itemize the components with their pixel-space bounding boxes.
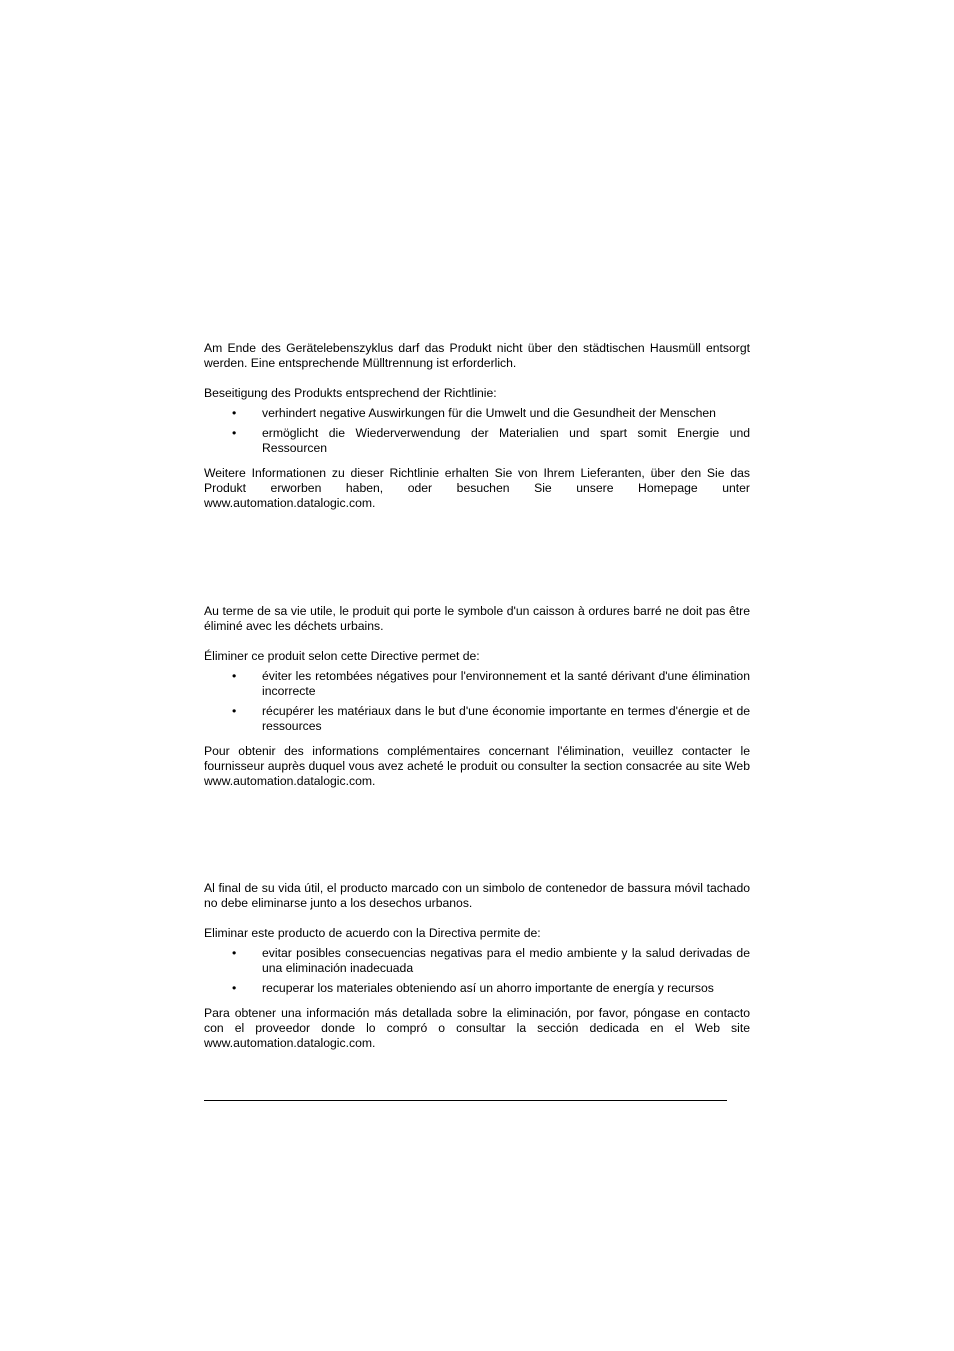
spanish-intro-paragraph: Al final de su vida útil, el producto marcado con un simbolo de contenedor de bassura móvil tachado no debe eliminarse junto a los desechos urbanos. [204,881,750,910]
spanish-bullet-list [204,946,750,996]
bullet-icon: • [232,981,237,995]
german-closing-paragraph: Weitere Informationen zu dieser Richtlinie erhalten Sie von Ihrem Lieferanten, über den Sie das Produkt erworben haben, oder besuchen Sie unsere Homepage unter www.automation.datalogic.com. [204,466,750,510]
section-spanish [204,881,750,1051]
list-item-text: evitar posibles consecuencias negativas para el medio ambiente y la salud derivadas de una eliminación inadecuada [262,946,750,975]
german-lead-paragraph: Beseitigung des Produkts entsprechend der Richtlinie: [204,386,497,400]
list-item [204,669,750,699]
list-item-text: ermöglicht die Wiederverwendung der Materialien und spart somit Energie und Ressourcen [262,426,750,455]
french-bullet-list [204,669,750,734]
list-item [204,981,750,996]
german-bullet-list [204,406,750,456]
section-german [204,341,750,511]
french-intro-paragraph: Au terme de sa vie utile, le produit qui porte le symbole d'un caisson à ordures barré ne doit pas être éliminé avec les déchets urbains. [204,604,750,633]
list-item-text: verhindert negative Auswirkungen für die Umwelt und die Gesundheit der Menschen [262,406,716,420]
spanish-lead-paragraph: Eliminar este producto de acuerdo con la Directiva permite de: [204,926,541,940]
french-lead-paragraph: Éliminer ce produit selon cette Directive permet de: [204,649,480,663]
bullet-icon: • [232,704,237,718]
list-item [204,704,750,734]
list-item [204,406,750,421]
list-item-text: éviter les retombées négatives pour l'environnement et la santé dérivant d'une élimination incorrecte [262,669,750,698]
bullet-icon: • [232,946,237,960]
german-intro-paragraph: Am Ende des Gerätelebenszyklus darf das Produkt nicht über den städtischen Hausmüll entsorgt werden. Eine entsprechende Mülltrennung ist erforderlich. [204,341,750,370]
list-item [204,946,750,976]
list-item-text: récupérer les matériaux dans le but d'une économie importante en termes d'énergie et de ressources [262,704,750,733]
spanish-closing-paragraph: Para obtener una información más detallada sobre la eliminación, por favor, póngase en contacto con el proveedor donde lo compró o consultar la sección dedicada en el Web site www.automation.datalogic.com. [204,1006,750,1050]
horizontal-rule-divider [204,1100,727,1101]
bullet-icon: • [232,669,237,683]
bullet-icon: • [232,426,237,440]
section-french [204,604,750,789]
french-closing-paragraph: Pour obtenir des informations complémentaires concernant l'élimination, veuillez contacter le fournisseur auprès duquel vous avez acheté le produit ou consulter la section consacrée au site Web www.automation.datalogic.com. [204,744,750,788]
list-item [204,426,750,456]
list-item-text: recuperar los materiales obteniendo así un ahorro importante de energía y recursos [262,981,714,995]
bullet-icon: • [232,406,237,420]
